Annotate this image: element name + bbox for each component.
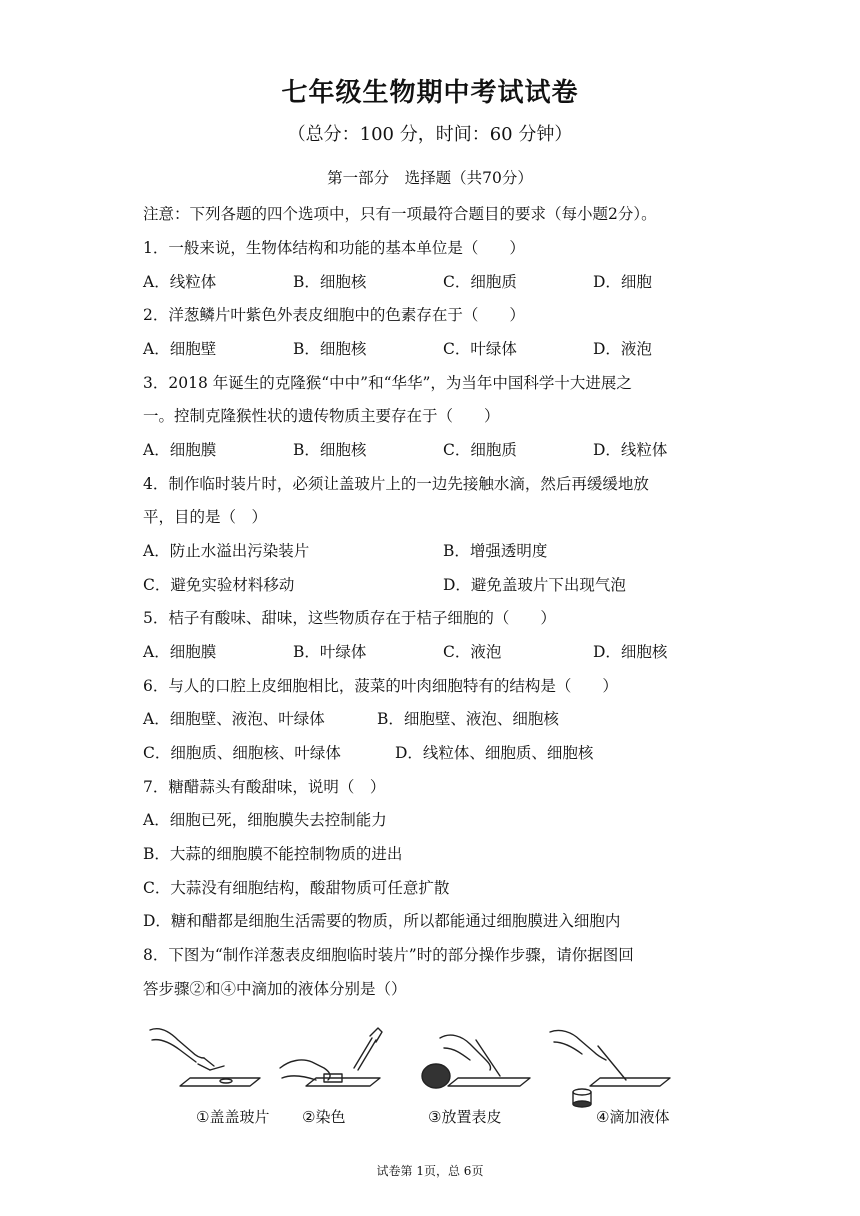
- step-3-caption: ③放置表皮: [428, 1108, 502, 1126]
- question-7-stem: 7．糖醋蒜头有酸甜味，说明（ ）: [143, 778, 386, 796]
- question-6-option-b: B．细胞壁、液泡、细胞核: [377, 710, 559, 728]
- question-7-option-d: D．糖和醋都是细胞生活需要的物质，所以都能通过细胞膜进入细胞内: [143, 912, 621, 930]
- question-5-option-d: D．细胞核: [593, 643, 668, 661]
- exam-info: （总分：100 分，时间：60 分钟）: [287, 124, 573, 145]
- question-1-option-d: D．细胞: [593, 273, 652, 291]
- question-4-option-d: D．避免盖玻片下出现气泡: [443, 576, 626, 594]
- question-2-option-d: D．液泡: [593, 340, 652, 358]
- question-1-option-a: A．线粒体: [143, 273, 217, 291]
- question-1-stem: 1．一般来说，生物体结构和功能的基本单位是（ ）: [143, 239, 525, 257]
- page-title: 七年级生物期中考试试卷: [281, 78, 579, 108]
- question-6-stem: 6．与人的口腔上皮细胞相比，菠菜的叶肉细胞特有的结构是（ ）: [143, 677, 618, 695]
- page-footer: 试卷第 1页，总 6页: [376, 1164, 484, 1178]
- question-2-stem: 2．洋葱鳞片叶紫色外表皮细胞中的色素存在于（ ）: [143, 306, 525, 324]
- question-5-option-b: B．叶绿体: [293, 643, 367, 661]
- question-3-stem-line-2: 一。控制克隆猴性状的遗传物质主要存在于（ ）: [143, 407, 500, 425]
- step-2-staining-drawing: [280, 1028, 382, 1086]
- question-4-stem-line-2: 平，目的是（ ）: [143, 508, 268, 526]
- question-4-option-c: C．避免实验材料移动: [143, 576, 295, 594]
- question-3-stem-line-1: 3．2018 年诞生的克隆猴“中中”和“华华”，为当年中国科学十大进展之: [143, 374, 632, 392]
- question-2-option-b: B．细胞核: [293, 340, 367, 358]
- question-7-option-c: C．大蒜没有细胞结构，酸甜物质可任意扩散: [143, 879, 450, 897]
- question-8-stem-line-2: 答步骤②和④中滴加的液体分别是（）: [143, 980, 407, 998]
- step-2-caption: ②染色: [302, 1108, 346, 1126]
- question-5-stem: 5．桔子有酸味、甜味，这些物质存在于桔子细胞的（ ）: [143, 609, 556, 627]
- question-7-option-a: A．细胞已死，细胞膜失去控制能力: [143, 811, 387, 829]
- step-3-epidermis-drawing: [422, 1035, 530, 1088]
- step-4-caption: ④滴加液体: [596, 1108, 670, 1126]
- question-3-option-b: B．细胞核: [293, 441, 367, 459]
- question-2-option-c: C．叶绿体: [443, 340, 517, 358]
- question-3-option-d: D．线粒体: [593, 441, 668, 459]
- question-4-option-a: A．防止水溢出污染装片: [143, 542, 310, 560]
- question-3-option-c: C．细胞质: [443, 441, 517, 459]
- question-1-option-b: B．细胞核: [293, 273, 367, 291]
- question-4-option-b: B．增强透明度: [443, 542, 548, 560]
- question-1-option-c: C．细胞质: [443, 273, 517, 291]
- question-6-option-d: D．线粒体、细胞质、细胞核: [395, 744, 594, 762]
- question-5-option-c: C．液泡: [443, 643, 502, 661]
- question-5-option-a: A．细胞膜: [143, 643, 217, 661]
- question-7-option-b: B．大蒜的细胞膜不能控制物质的进出: [143, 845, 403, 863]
- question-4-stem-line-1: 4．制作临时装片时，必须让盖玻片上的一边先接触水滴，然后再缓缓地放: [143, 475, 649, 493]
- question-3-option-a: A．细胞膜: [143, 441, 217, 459]
- step-4-adding-liquid-drawing: [550, 1030, 670, 1107]
- instructions-note: 注意：下列各题的四个选项中，只有一项最符合题目的要求（每小题2分）。: [143, 205, 657, 223]
- question-8-stem-line-1: 8．下图为“制作洋葱表皮细胞临时装片”时的部分操作步骤，请你据图回: [143, 946, 634, 964]
- question-6-option-a: A．细胞壁、液泡、叶绿体: [143, 710, 325, 728]
- question-2-option-a: A．细胞壁: [143, 340, 217, 358]
- step-1-caption: ①盖盖玻片: [196, 1108, 270, 1126]
- question-6-option-c: C．细胞质、细胞核、叶绿体: [143, 744, 341, 762]
- step-1-cover-slip-drawing: [150, 1029, 260, 1086]
- section-heading: 第一部分 选择题（共70分）: [327, 169, 533, 187]
